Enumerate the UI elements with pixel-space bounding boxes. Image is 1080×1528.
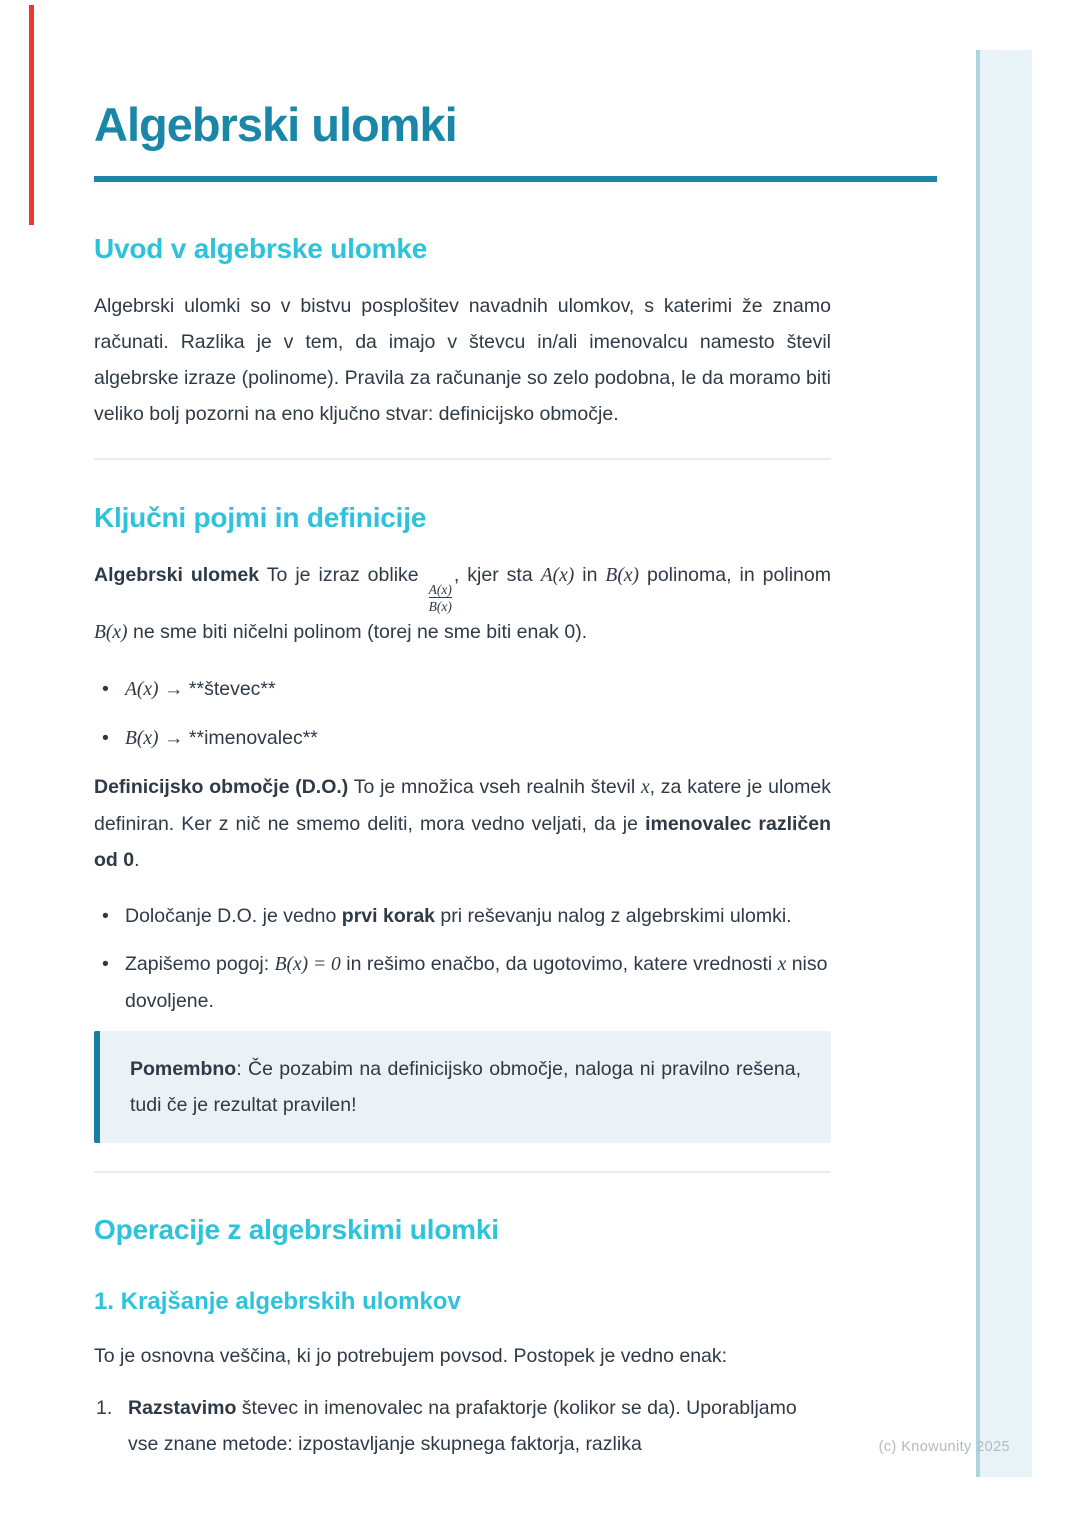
intro-paragraph: Algebrski ulomki so v bistvu posplošitev navadnih ulomkov, s katerimi že znamo računati. Razlika je v tem, da imajo v števcu in/ali imenovalcu namesto števil algebrske izraze (polinome). Pravila za računanje so zelo podobna, le da moramo biti veliko bolj pozorni na eno ključno stvar: definicijsko območje. <box>94 295 831 425</box>
section-divider-2 <box>94 1171 831 1173</box>
domain-term: Definicijsko območje (D.O.) <box>94 776 349 798</box>
list-item-numerator: • A(x) → **števec** <box>94 671 831 708</box>
math-b-of-x: B(x) <box>605 565 639 586</box>
section-heading-operations: Operacije z algebrskimi ulomki <box>94 1214 499 1245</box>
watermark: (c) Knowunity 2025 <box>878 1439 1010 1455</box>
domain-notes-list <box>94 898 831 1019</box>
fraction-denominator: B(x) <box>428 599 452 614</box>
list-item-first-step: • Določanje D.O. je vedno prvi korak pri reševanju nalog z algebrskimi ulomki. <box>94 898 831 934</box>
section-key-terms <box>94 501 831 1143</box>
definition-domain: Definicijsko območje (D.O.) To je množica vseh realnih števil x, za katere je ulomek definiran. Ker z nič ne smemo deliti, mora vedno veljati, da je imenovalec različen od 0. <box>94 776 832 871</box>
callout-term: Pomembno <box>130 1058 237 1080</box>
list-item-denominator: • B(x) → **imenovalec** <box>94 720 831 757</box>
section-intro <box>94 232 831 432</box>
roles-list <box>94 671 831 757</box>
step-item-1: 1. Razstavimo števec in imenovalec na prafaktorje (kolikor se da). Uporabljamo vse znane metode: izpostavljanje skupnega faktorja, razlika <box>94 1390 831 1462</box>
inline-fraction <box>429 582 452 614</box>
list-item-condition: • Zapišemo pogoj: B(x) = 0 in rešimo enačbo, da ugotovimo, katere vrednosti x niso dovoljene. <box>94 946 831 1019</box>
math-b-of-x-2: B(x) <box>94 622 128 643</box>
callout-text: Pomembno: Če pozabim na definicijsko območje, naloga ni pravilno rešena, tudi če je rezultat pravilen! <box>130 1058 801 1116</box>
definition-algebraic-fraction: Algebrski ulomek To je izraz oblike $\frac{A(x)}{B(x)}$ , kjer sta A(x) in B(x) polinoma, in polinom B(x) ne sme biti ničelni polinom (torej ne sme biti enak 0). <box>94 564 831 643</box>
page-title: Algebrski ulomki <box>94 98 457 151</box>
important-callout <box>94 1031 831 1143</box>
step-bold-razstavimo: Razstavimo <box>128 1397 237 1419</box>
math-x: x <box>640 777 650 798</box>
math-b-equals-zero: B(x) = 0 <box>274 954 341 975</box>
domain-bold-condition: imenovalec različen od 0 <box>94 813 832 871</box>
math-a-of-x: A(x) <box>540 565 575 586</box>
math-a-of-x-bullet: A(x) <box>125 679 159 700</box>
section-heading-intro: Uvod v algebrske ulomke <box>94 233 428 264</box>
bold-prvi-korak: prvi korak <box>341 905 436 927</box>
procedure-steps-list <box>94 1390 831 1462</box>
step-number: 1. <box>96 1397 113 1419</box>
subsection-heading-krajsanje: 1. Krajšanje algebrskih ulomkov <box>94 1288 461 1315</box>
section-heading-key-terms: Ključni pojmi in definicije <box>94 502 427 533</box>
fraction-numerator: A(x) <box>428 582 452 597</box>
math-b-of-x-bullet: B(x) <box>125 728 159 749</box>
definition-term: Algebrski ulomek <box>94 564 260 586</box>
right-margin-stripe <box>976 50 1032 1477</box>
krajsanje-intro-paragraph: To je osnovna veščina, ki jo potrebujem povsod. Postopek je vedno enak: <box>94 1345 728 1367</box>
math-x-2: x <box>777 954 787 975</box>
document-content <box>94 0 831 1462</box>
section-operations <box>94 1213 831 1462</box>
red-accent-mark <box>29 5 34 225</box>
section-divider-1 <box>94 458 831 460</box>
title-underline-rule <box>94 176 937 182</box>
